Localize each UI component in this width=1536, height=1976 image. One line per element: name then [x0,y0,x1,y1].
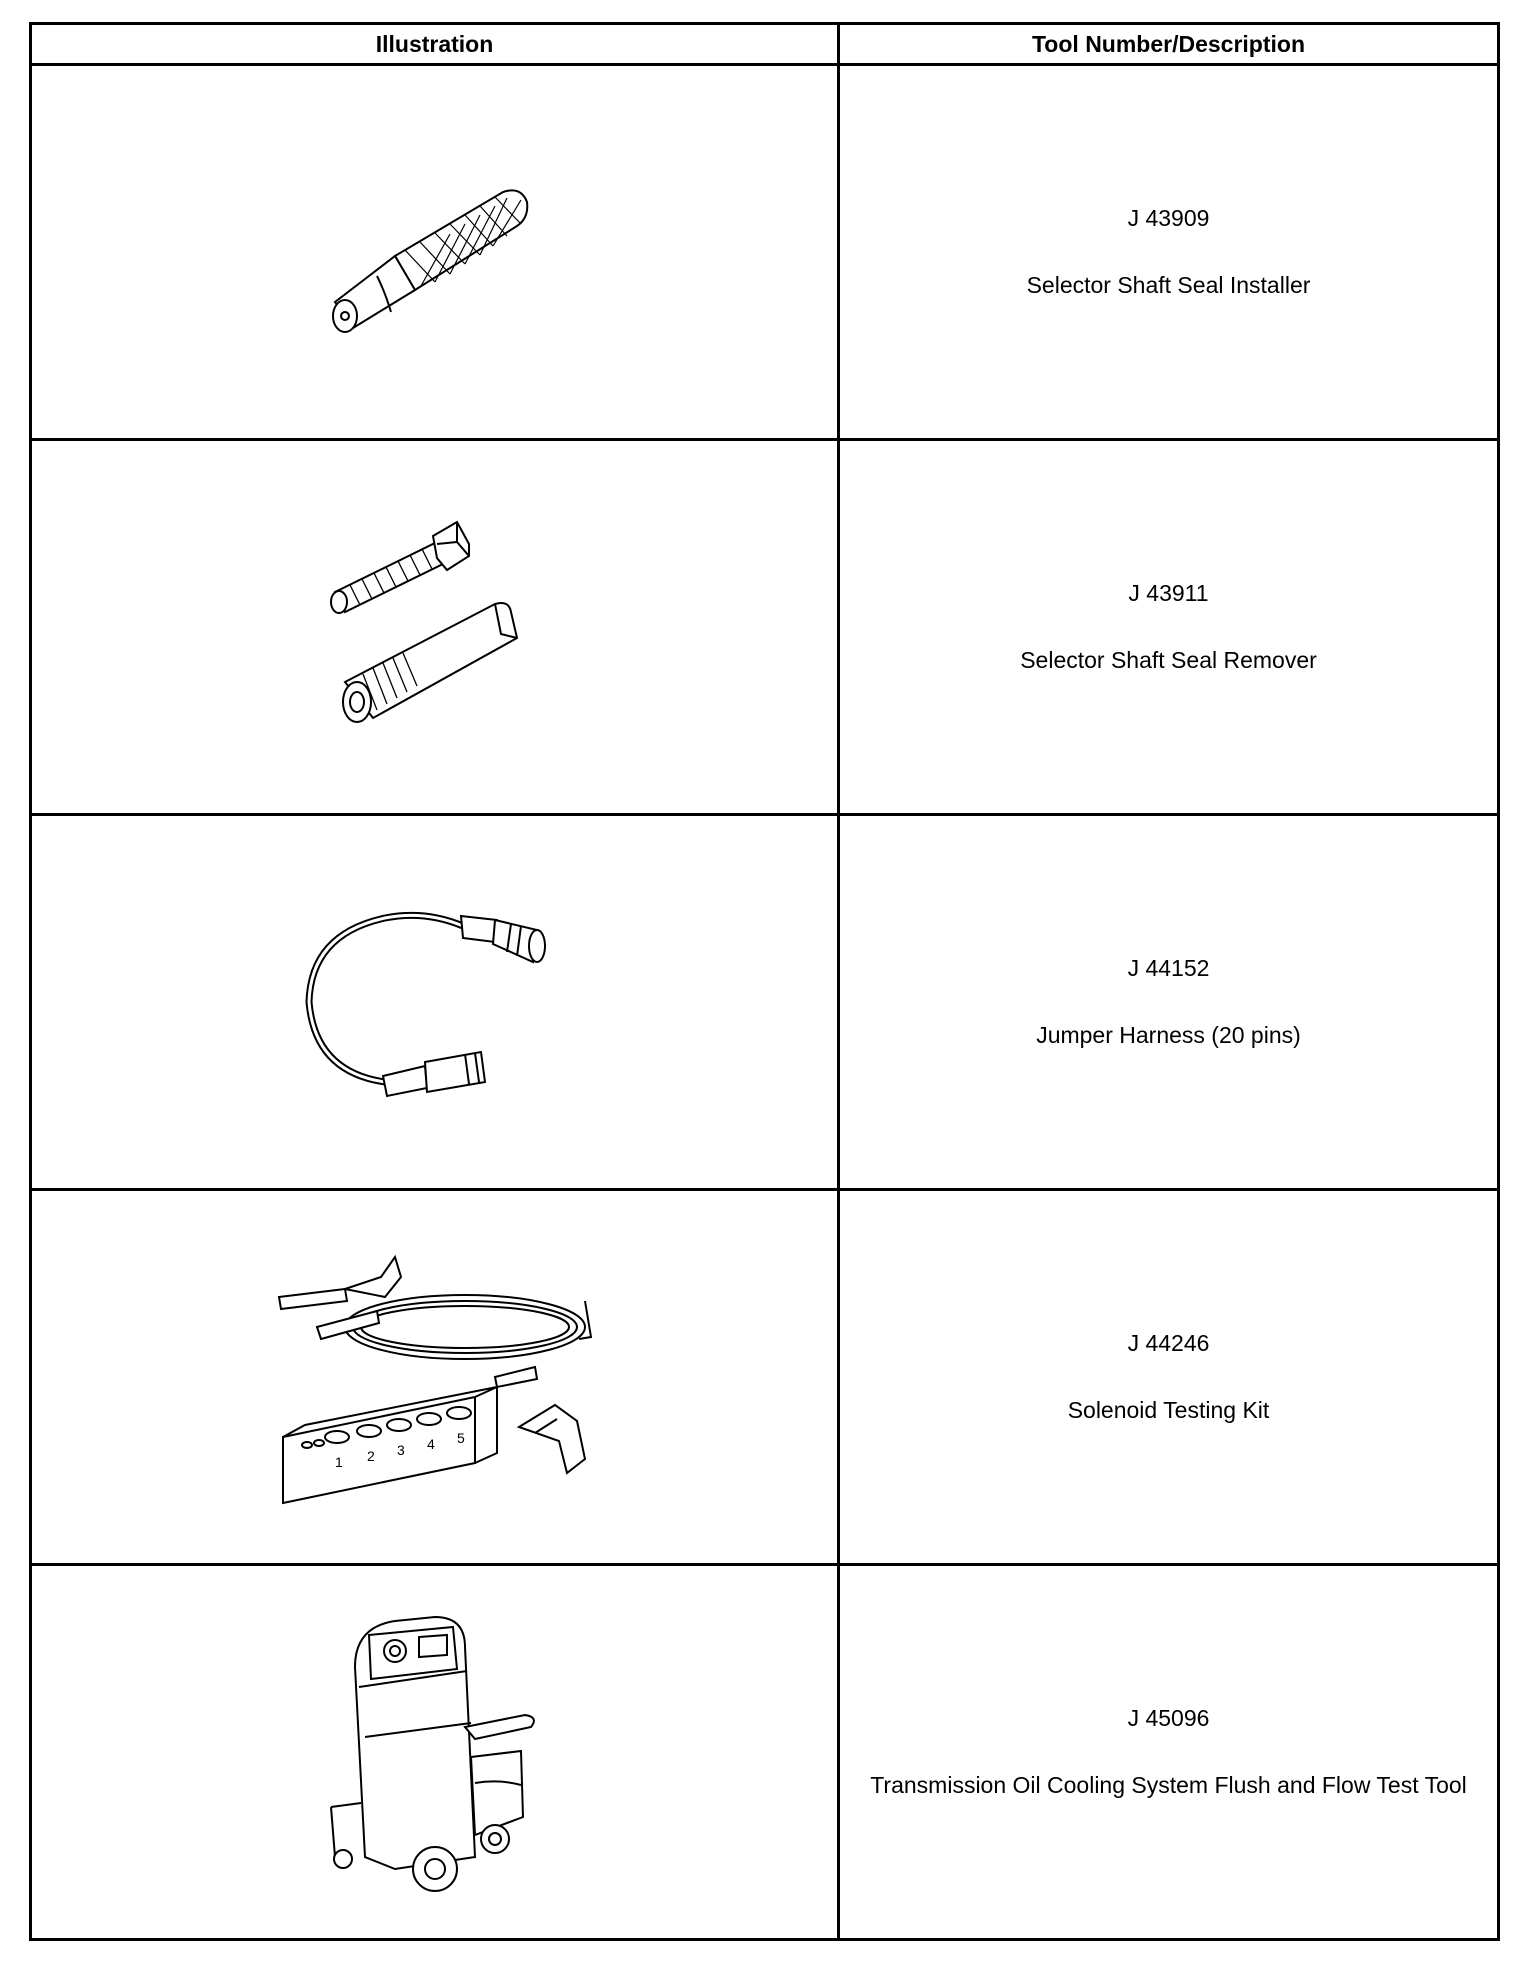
illustration-cell [31,1190,839,1565]
table-row [31,65,1499,440]
port-label: 1 [334,1454,343,1470]
port-label: 3 [396,1442,405,1458]
port-label: 4 [426,1436,435,1452]
port-label: 2 [366,1448,375,1464]
solenoid-kit-illustration [265,1227,605,1527]
jumper-harness-illustration [275,882,595,1122]
tool-cell [839,1565,1499,1940]
seal-remover-illustration [305,512,565,742]
illustration-header: Illustration [31,24,839,65]
tools-table [29,22,1500,1941]
tool-header: Tool Number/Description [839,24,1499,65]
illustration-cell [31,440,839,815]
port-label: 5 [456,1430,465,1446]
tool-description: Selector Shaft Seal Installer [1026,272,1311,298]
tool-cell [839,440,1499,815]
illustration-cell [31,1565,839,1940]
tool-number: J 43911 [1128,580,1209,606]
table-row [31,815,1499,1190]
illustration-cell [31,815,839,1190]
tool-description: Solenoid Testing Kit [1067,1397,1270,1423]
tool-description: Selector Shaft Seal Remover [1020,647,1317,673]
table-row [31,440,1499,815]
tool-cell [839,815,1499,1190]
tool-number: J 43909 [1127,205,1210,231]
tool-description: Jumper Harness (20 pins) [1036,1022,1301,1048]
tool-cell [839,65,1499,440]
tool-number: J 44246 [1127,1330,1210,1356]
header-row [31,24,1499,65]
flush-machine-illustration [325,1607,545,1897]
table-row [31,1190,1499,1565]
table-row [31,1565,1499,1940]
tool-number: J 44152 [1127,955,1210,981]
tool-description: Transmission Oil Cooling System Flush and Flow Test Tool [870,1772,1467,1798]
tool-cell [839,1190,1499,1565]
seal-installer-illustration [285,152,585,352]
illustration-cell [31,65,839,440]
tool-number: J 45096 [1127,1705,1210,1731]
